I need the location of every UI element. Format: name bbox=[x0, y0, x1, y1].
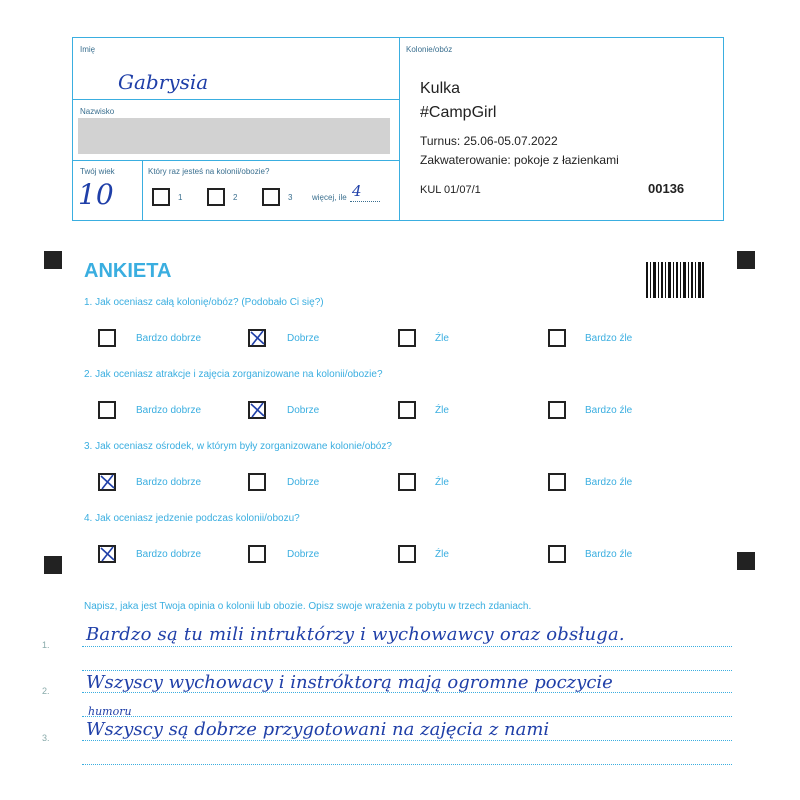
opinion-answer-1[interactable]: Bardzo są tu mili intruktórzy i wychowawcy oraz obsługa. bbox=[86, 624, 625, 645]
check-x-icon bbox=[248, 401, 266, 419]
answer-option-label: Źle bbox=[435, 477, 449, 488]
answer-option-label: Dobrze bbox=[287, 405, 320, 416]
answer-option-label: Bardzo źle bbox=[585, 333, 633, 344]
times-option-1: 1 bbox=[178, 193, 183, 202]
line-number-3: 3. bbox=[42, 733, 50, 743]
answer-checkbox[interactable] bbox=[98, 401, 116, 419]
opinion-answer-3[interactable]: Wszyscy są dobrze przygotowani na zajęcia z nami bbox=[86, 719, 550, 740]
camp-code: KUL 01/07/1 bbox=[420, 184, 481, 196]
check-x-icon bbox=[248, 329, 266, 347]
opinion-line-1 bbox=[82, 646, 732, 647]
question-text: 1. Jak oceniasz całą kolonię/obóz? (Podobało Ci się?) bbox=[84, 297, 324, 308]
answer-checkbox[interactable] bbox=[98, 329, 116, 347]
more-value[interactable]: 4 bbox=[352, 182, 362, 200]
age-label: Twój wiek bbox=[80, 167, 115, 176]
check-x-icon bbox=[98, 545, 116, 563]
answer-option-label: Bardzo dobrze bbox=[136, 477, 202, 488]
age-value[interactable]: 10 bbox=[78, 178, 114, 211]
form-number: 00136 bbox=[648, 181, 685, 196]
opinion-line-1b bbox=[82, 670, 732, 671]
survey-title: ANKIETA bbox=[84, 260, 172, 282]
times-option-3: 3 bbox=[288, 193, 293, 202]
camp-label: Kolonie/obóz bbox=[406, 45, 453, 54]
accommodation-text: Zakwaterowanie: pokoje z łazienkami bbox=[420, 153, 619, 167]
answer-checkbox[interactable] bbox=[548, 401, 566, 419]
more-label: więcej, ile bbox=[312, 193, 347, 202]
answer-option-label: Dobrze bbox=[287, 333, 320, 344]
answer-option-label: Bardzo dobrze bbox=[136, 549, 202, 560]
answer-checkbox[interactable] bbox=[398, 401, 416, 419]
turnus-text: Turnus: 25.06-05.07.2022 bbox=[420, 134, 558, 148]
barcode-icon bbox=[646, 262, 704, 298]
surname-divider bbox=[72, 160, 399, 161]
opinion-line-3b bbox=[82, 764, 732, 765]
registration-mark-bottom-left bbox=[44, 556, 62, 574]
answer-option-label: Bardzo dobrze bbox=[136, 405, 202, 416]
answer-checkbox[interactable] bbox=[548, 473, 566, 491]
answer-checkbox[interactable] bbox=[548, 545, 566, 563]
opinion-line-2b bbox=[82, 716, 732, 717]
answer-checkbox[interactable] bbox=[98, 473, 116, 491]
answer-checkbox[interactable] bbox=[248, 473, 266, 491]
answer-checkbox[interactable] bbox=[398, 329, 416, 347]
answer-checkbox[interactable] bbox=[98, 545, 116, 563]
question-text: 3. Jak oceniasz ośrodek, w którym były zorganizowane kolonie/obóz? bbox=[84, 441, 392, 452]
name-label: Imię bbox=[80, 45, 96, 54]
line-number-2: 2. bbox=[42, 686, 50, 696]
more-underline bbox=[350, 201, 380, 202]
times-checkbox-1[interactable] bbox=[152, 188, 170, 206]
age-divider bbox=[142, 160, 143, 221]
answer-checkbox[interactable] bbox=[548, 329, 566, 347]
answer-option-label: Bardzo źle bbox=[585, 549, 633, 560]
answer-option-label: Bardzo źle bbox=[585, 405, 633, 416]
question-text: 2. Jak oceniasz atrakcje i zajęcia zorganizowane na kolonii/obozie? bbox=[84, 369, 383, 380]
opinion-prompt: Napisz, jaka jest Twoja opinia o kolonii lub obozie. Opisz swoje wrażenia z pobytu w trzech zdaniach. bbox=[84, 601, 532, 612]
times-checkbox-2[interactable] bbox=[207, 188, 225, 206]
name-value[interactable]: Gabrysia bbox=[118, 70, 209, 94]
times-label: Który raz jesteś na kolonii/obozie? bbox=[148, 167, 270, 176]
registration-mark-top-right bbox=[737, 251, 755, 269]
line-number-1: 1. bbox=[42, 640, 50, 650]
answer-checkbox[interactable] bbox=[248, 545, 266, 563]
surname-redacted-field bbox=[78, 118, 390, 154]
surname-label: Nazwisko bbox=[80, 107, 115, 116]
check-x-icon bbox=[98, 473, 116, 491]
answer-option-label: Bardzo źle bbox=[585, 477, 633, 488]
answer-checkbox[interactable] bbox=[398, 545, 416, 563]
camp-name: Kulka bbox=[420, 80, 461, 97]
opinion-answer-2[interactable]: Wszyscy wychowacy i instróktorą mają ogromne poczycie bbox=[86, 672, 613, 693]
registration-mark-bottom-right bbox=[737, 552, 755, 570]
question-text: 4. Jak oceniasz jedzenie podczas kolonii/obozu? bbox=[84, 513, 300, 524]
opinion-line-3 bbox=[82, 740, 732, 741]
answer-option-label: Źle bbox=[435, 333, 449, 344]
times-option-2: 2 bbox=[233, 193, 238, 202]
answer-checkbox[interactable] bbox=[248, 329, 266, 347]
answer-option-label: Dobrze bbox=[287, 549, 320, 560]
answer-option-label: Dobrze bbox=[287, 477, 320, 488]
opinion-answer-2-extra[interactable]: humoru bbox=[88, 705, 132, 718]
camp-tag: #CampGirl bbox=[420, 104, 497, 121]
header-divider-vertical bbox=[399, 37, 400, 221]
registration-mark-top-left bbox=[44, 251, 62, 269]
answer-checkbox[interactable] bbox=[248, 401, 266, 419]
answer-option-label: Bardzo dobrze bbox=[136, 333, 202, 344]
answer-option-label: Źle bbox=[435, 549, 449, 560]
name-divider bbox=[72, 99, 399, 100]
answer-checkbox[interactable] bbox=[398, 473, 416, 491]
answer-option-label: Źle bbox=[435, 405, 449, 416]
times-checkbox-3[interactable] bbox=[262, 188, 280, 206]
